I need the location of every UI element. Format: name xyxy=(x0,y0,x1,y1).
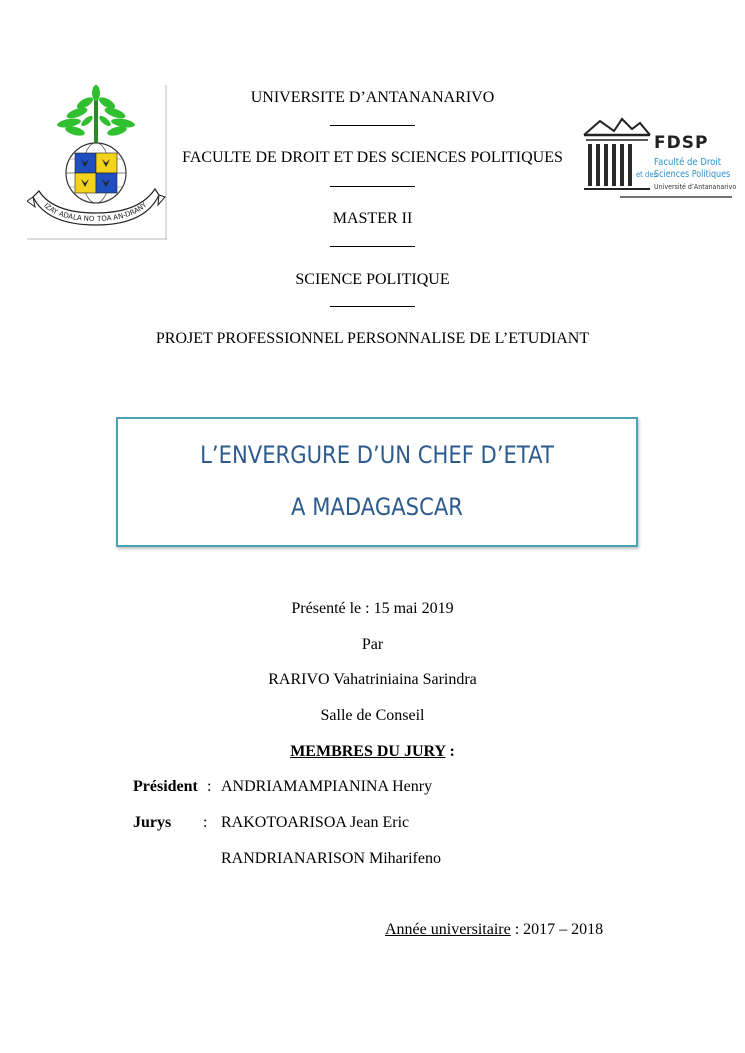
university-name: UNIVERSITE D’ANTANANARIVO xyxy=(250,89,495,106)
thesis-title-box xyxy=(116,417,638,547)
fdsp-acronym: FDSP xyxy=(654,133,709,153)
separator-line xyxy=(330,186,415,187)
field-name: SCIENCE POLITIQUE xyxy=(295,271,450,288)
separator-line xyxy=(330,246,415,247)
academic-year-label: Année universitaire xyxy=(385,921,511,938)
faculty-name: FACULTE DE DROIT ET DES SCIENCES POLITIQUES xyxy=(182,149,563,166)
fdsp-line2-prefix: et des xyxy=(636,170,658,179)
separator-line xyxy=(330,306,415,307)
fdsp-line2: Sciences Politiques xyxy=(654,169,731,180)
president-label: Président xyxy=(133,778,198,795)
jurys-colon: : xyxy=(203,814,208,831)
jury-heading-colon: : xyxy=(445,743,455,760)
author-name: RARIVO Vahatriniaina Sarindra xyxy=(268,671,477,688)
president-colon: : xyxy=(207,778,212,795)
president-name: ANDRIAMAMPIANINA Henry xyxy=(221,778,433,795)
degree-name: MASTER II xyxy=(332,210,413,227)
fdsp-line3: Université d’Antananarivo xyxy=(654,183,737,191)
thesis-title-line1: L’ENVERGURE D’UN CHEF D’ETAT xyxy=(200,441,554,469)
fdsp-logo xyxy=(580,117,735,207)
academic-year xyxy=(385,920,603,940)
jury-member-1: RAKOTOARISOA Jean Eric xyxy=(221,814,410,831)
jury-heading xyxy=(0,742,745,762)
room-name: Salle de Conseil xyxy=(320,707,425,724)
jury-heading-text: MEMBRES DU JURY xyxy=(290,743,446,760)
presented-by-label: Par xyxy=(361,636,384,653)
academic-year-value: : 2017 – 2018 xyxy=(510,921,604,938)
jury-member-2: RANDRIANARISON Miharifeno xyxy=(221,850,441,867)
motto-text: IZAY ADALA NO TOA AN-DRANY xyxy=(42,201,149,224)
thesis-title-line2: A MADAGASCAR xyxy=(291,493,463,521)
presentation-date: Présenté le : 15 mai 2019 xyxy=(291,600,454,617)
project-name: PROJET PROFESSIONNEL PERSONNALISE DE L’ETUDIANT xyxy=(155,330,590,347)
jurys-label: Jurys xyxy=(133,814,172,831)
fdsp-line1: Faculté de Droit xyxy=(654,157,722,168)
separator-line xyxy=(330,125,415,126)
